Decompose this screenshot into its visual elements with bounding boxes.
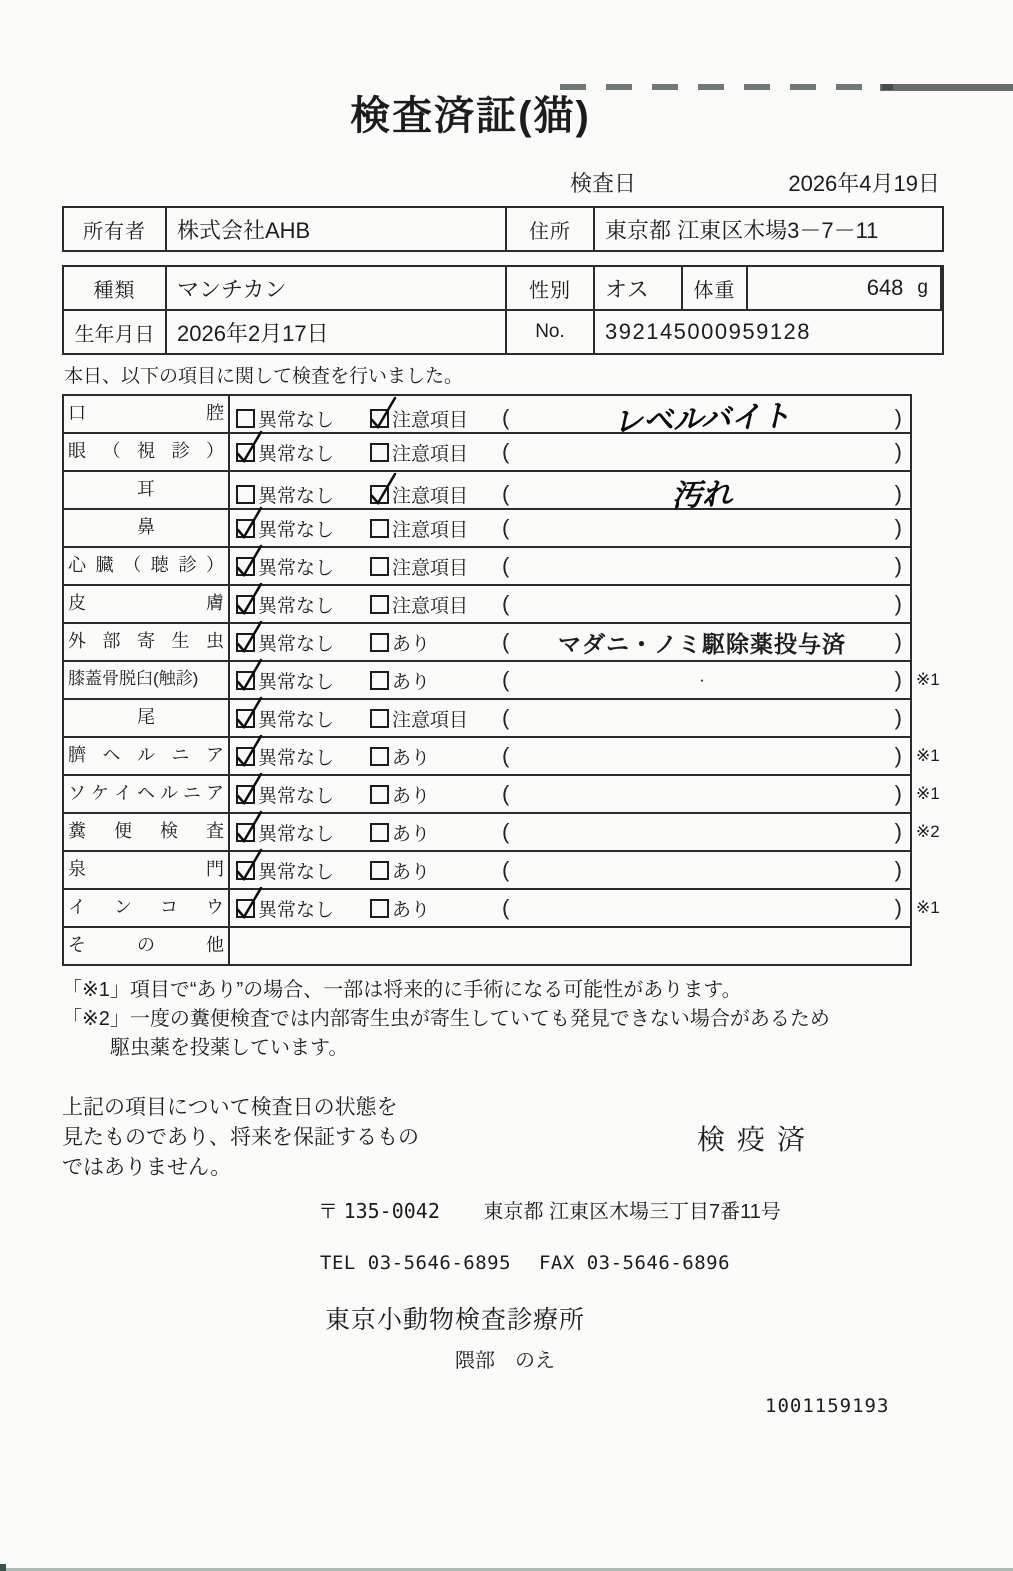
exam-row (64, 662, 940, 700)
check-mark-icon (234, 544, 264, 578)
inspection-date-row (570, 167, 940, 198)
exam-option-label: あり (392, 747, 431, 769)
exam-option (236, 629, 370, 656)
empty-checkbox (370, 899, 389, 918)
exam-paren-group (502, 857, 910, 883)
exam-row-label: 口 腔 (64, 396, 230, 440)
empty-checkbox (370, 519, 389, 538)
exam-row-value: ・ (695, 673, 708, 688)
exam-row-label: 糞 便 検 査 (64, 814, 230, 850)
exam-row-content (230, 928, 910, 964)
exam-option (370, 405, 502, 432)
exam-option (236, 515, 370, 542)
check-mark-icon (234, 620, 264, 654)
check-mark-icon (234, 772, 264, 806)
close-paren: ) (894, 439, 902, 464)
exam-row-value: 汚れ (671, 477, 733, 514)
close-paren: ) (894, 591, 902, 616)
exam-row-label: 眼 （ 視 診 ） (64, 434, 230, 470)
exam-option (236, 781, 370, 808)
clinic-postal-row (318, 1195, 1013, 1224)
check-mark-icon (234, 810, 264, 844)
exam-row-note: ※1 (916, 898, 940, 917)
exam-option-label: 異常なし (258, 785, 335, 807)
footnote-line: 駆虫薬を投薬しています。 (110, 1037, 349, 1059)
exam-option (370, 895, 502, 922)
checked-checkbox (236, 747, 255, 766)
exam-option (370, 439, 502, 466)
exam-row-content (230, 548, 910, 584)
exam-option (236, 591, 370, 618)
open-paren: ( (502, 629, 510, 654)
owner-address-value: 東京都 江東区木場3－7－11 (605, 217, 879, 243)
weight-label: 体重 (683, 267, 748, 311)
open-paren: ( (502, 553, 510, 578)
exam-option-label: あり (392, 823, 431, 845)
close-paren: ) (894, 781, 902, 806)
check-mark-icon (368, 472, 398, 506)
exam-option-label: 異常なし (258, 709, 335, 731)
exam-option (370, 515, 502, 542)
check-mark-icon (234, 658, 264, 692)
postal-code: 135-0042 (343, 1199, 440, 1223)
exam-paren-group (502, 553, 910, 579)
footnote-line: 「※1」項目で“あり”の場合、一部は将来的に手術になる可能性があります。 (62, 979, 742, 1001)
check-mark-icon (368, 396, 398, 430)
disclaimer-line: ではありません。 (62, 1156, 232, 1179)
postal-mark: 〒 (318, 1201, 338, 1223)
birth-label: 生年月日 (64, 311, 167, 353)
intro-text: 本日、以下の項目に関して検査を行いました。 (64, 366, 464, 387)
exam-option (236, 553, 370, 580)
exam-option (370, 743, 502, 770)
checked-checkbox (236, 671, 255, 690)
exam-paren-group (502, 591, 910, 617)
clinic-address: 東京都 江東区木場三丁目7番11号 (483, 1201, 781, 1223)
veterinarian-name: 隈部 のえ (455, 1350, 555, 1372)
exam-row-content (230, 624, 910, 660)
exam-row-note: ※1 (916, 784, 940, 803)
empty-checkbox (370, 747, 389, 766)
exam-row-note: ※1 (916, 746, 940, 765)
exam-row-label: イ ン コ ウ (64, 890, 230, 926)
close-paren: ) (894, 895, 902, 920)
exam-row-label: 心 臓 （ 聴 診 ） (64, 548, 230, 584)
species-value: マンチカン (167, 267, 507, 311)
exam-option (370, 553, 502, 580)
exam-row-label: 尾 (64, 700, 230, 736)
exam-option-label: 異常なし (258, 443, 335, 465)
exam-option (370, 705, 502, 732)
no-value: 392145000959128 (605, 319, 812, 344)
check-mark-icon (234, 886, 264, 920)
exam-option-label: 注意項目 (392, 443, 469, 465)
exam-row-label: そ の 他 (64, 928, 230, 964)
exam-row-label: 外 部 寄 生 虫 (64, 624, 230, 660)
exam-row-content (230, 700, 910, 736)
disclaimer-line: 上記の項目について検査日の状態を (62, 1096, 398, 1119)
exam-option (370, 481, 502, 508)
exam-option-label: あり (392, 671, 431, 693)
check-mark-icon (234, 734, 264, 768)
exam-paren-group (502, 667, 910, 693)
exam-row-value: マダニ・ノミ駆除薬投与済 (558, 630, 846, 657)
exam-option-label: 注意項目 (392, 409, 469, 431)
exam-row-content (230, 890, 910, 926)
empty-checkbox (370, 785, 389, 804)
exam-row-content (230, 776, 910, 812)
checked-checkbox (236, 633, 255, 652)
exam-row (64, 396, 910, 440)
checked-checkbox (236, 557, 255, 576)
exam-option-label: 注意項目 (392, 709, 469, 731)
checked-checkbox (236, 899, 255, 918)
weight-cell (748, 267, 942, 311)
checked-checkbox (236, 861, 255, 880)
page-title: 検査済証(猫) (350, 94, 591, 138)
close-paren: ) (894, 857, 902, 882)
exam-paren-group (502, 439, 910, 465)
open-paren: ( (502, 667, 510, 692)
open-paren: ( (502, 591, 510, 616)
exam-option (236, 895, 370, 922)
empty-checkbox (370, 823, 389, 842)
empty-checkbox (370, 557, 389, 576)
open-paren: ( (502, 895, 510, 920)
check-mark-icon (234, 430, 264, 464)
exam-paren-group (502, 895, 910, 921)
footnotes (62, 976, 1013, 1063)
exam-row (64, 928, 910, 964)
exam-paren-group (502, 743, 910, 769)
close-paren: ) (894, 553, 902, 578)
disclaimer-line: 見たものであり、将来を保証するもの (62, 1126, 419, 1149)
exam-option (236, 705, 370, 732)
checked-checkbox (236, 519, 255, 538)
exam-row-content (230, 662, 910, 698)
no-label: No. (507, 311, 595, 353)
open-paren: ( (502, 819, 510, 844)
exam-table (62, 394, 940, 966)
exam-option-label: 注意項目 (392, 519, 469, 541)
exam-option (370, 667, 502, 694)
exam-paren-group (502, 515, 910, 541)
exam-option-label: 異常なし (258, 633, 335, 655)
exam-row (64, 510, 910, 548)
close-paren: ) (894, 481, 902, 506)
exam-row (64, 776, 940, 814)
clinic-name: 東京小動物検査診療所 (325, 1306, 586, 1334)
check-mark-icon (234, 848, 264, 882)
exam-row-content (230, 434, 910, 470)
close-paren: ) (894, 819, 902, 844)
exam-row-label: 皮 膚 (64, 586, 230, 622)
checked-checkbox (236, 595, 255, 614)
checked-checkbox (236, 823, 255, 842)
open-paren: ( (502, 705, 510, 730)
exam-row (64, 890, 940, 928)
open-paren: ( (502, 743, 510, 768)
serial-number: 1001159193 (765, 1395, 890, 1417)
checked-checkbox (370, 485, 389, 504)
exam-row-label: 鼻 (64, 510, 230, 546)
empty-checkbox (370, 443, 389, 462)
check-mark-icon (234, 582, 264, 616)
exam-option (370, 819, 502, 846)
empty-checkbox (370, 633, 389, 652)
clinic-tel-row (320, 1252, 1013, 1274)
weight-unit: g (917, 277, 928, 298)
close-paren: ) (894, 515, 902, 540)
sex-value: オス (595, 267, 683, 311)
inspection-date-value: 2026年4月19日 (788, 171, 940, 196)
exam-row-note: ※2 (916, 822, 940, 841)
exam-row (64, 624, 910, 662)
clinic-tel: TEL 03-5646-6895 (320, 1252, 512, 1274)
exam-row (64, 586, 910, 624)
species-label: 種類 (64, 267, 167, 311)
exam-row-note: ※1 (916, 670, 940, 689)
check-mark-icon (234, 506, 264, 540)
empty-checkbox (370, 709, 389, 728)
exam-row (64, 852, 910, 890)
exam-option (236, 819, 370, 846)
exam-option-label: 異常なし (258, 899, 335, 921)
exam-option-label: 異常なし (258, 823, 335, 845)
exam-option-label: 異常なし (258, 557, 335, 579)
inspection-date-label: 検査日 (570, 171, 637, 196)
sex-label: 性別 (507, 267, 595, 311)
exam-option-label: 異常なし (258, 595, 335, 617)
exam-option (236, 405, 370, 432)
exam-row-label: 臍 ヘ ル ニ ア (64, 738, 230, 774)
exam-row (64, 700, 910, 738)
weight-value: 648 (866, 275, 904, 300)
exam-row-content (230, 852, 910, 888)
open-paren: ( (502, 481, 510, 506)
empty-checkbox (370, 861, 389, 880)
exam-option (370, 591, 502, 618)
exam-row (64, 472, 910, 514)
exam-option-label: 注意項目 (392, 595, 469, 617)
exam-row (64, 738, 940, 776)
exam-option-label: 注意項目 (392, 485, 469, 507)
exam-row-label: 耳 (64, 472, 230, 516)
disclaimer-text (62, 1093, 492, 1183)
exam-row-content (230, 510, 910, 546)
exam-row-content (230, 814, 910, 850)
empty-checkbox (370, 671, 389, 690)
exam-option-label: 異常なし (258, 671, 335, 693)
birth-value: 2026年2月17日 (167, 311, 507, 353)
open-paren: ( (502, 439, 510, 464)
clinic-fax: FAX 03-5646-6896 (538, 1252, 731, 1274)
exam-option-label: あり (392, 899, 431, 921)
exam-option (370, 629, 502, 656)
exam-option-label: 異常なし (258, 861, 335, 883)
exam-option-label: あり (392, 633, 431, 655)
scan-artifact-bottom-notch (0, 1564, 6, 1571)
close-paren: ) (894, 667, 902, 692)
exam-option-label: 異常なし (258, 747, 335, 769)
open-paren: ( (502, 405, 510, 430)
exam-option (370, 781, 502, 808)
checked-checkbox (236, 785, 255, 804)
exam-paren-group (502, 626, 910, 659)
exam-option-label: 異常なし (258, 519, 335, 541)
exam-option-label: 異常なし (258, 485, 335, 507)
open-paren: ( (502, 515, 510, 540)
exam-row-label: 泉 門 (64, 852, 230, 888)
empty-checkbox (236, 409, 255, 428)
exam-option-label: 異常なし (258, 409, 335, 431)
exam-option (370, 857, 502, 884)
exam-row (64, 814, 940, 852)
exam-paren-group (502, 705, 910, 731)
close-paren: ) (894, 743, 902, 768)
empty-checkbox (370, 595, 389, 614)
exam-option (236, 481, 370, 508)
close-paren: ) (894, 405, 902, 430)
empty-checkbox (236, 485, 255, 504)
exam-option (236, 743, 370, 770)
checked-checkbox (236, 709, 255, 728)
owner-name: 株式会社AHB (167, 208, 507, 250)
exam-option-label: 注意項目 (392, 557, 469, 579)
exam-row-value: レベルバイト (612, 399, 792, 440)
exam-row (64, 548, 910, 586)
close-paren: ) (894, 705, 902, 730)
open-paren: ( (502, 781, 510, 806)
checked-checkbox (370, 409, 389, 428)
exam-paren-group (502, 819, 910, 845)
exam-option (236, 857, 370, 884)
checked-checkbox (236, 443, 255, 462)
close-paren: ) (894, 629, 902, 654)
exam-paren-group (502, 781, 910, 807)
owner-table (62, 206, 944, 252)
exam-option-label: あり (392, 861, 431, 883)
owner-label: 所有者 (64, 208, 167, 250)
quarantine-passed-stamp: 検疫済 (696, 1124, 817, 1155)
footnote-line: 「※2」一度の糞便検査では内部寄生虫が寄生していても発見できない場合があるため (62, 1008, 830, 1030)
exam-option-label: あり (392, 785, 431, 807)
exam-row-content (230, 586, 910, 622)
owner-address-label: 住所 (507, 208, 595, 250)
exam-row-label: 膝蓋骨脱臼(触診) (64, 662, 230, 698)
animal-table (62, 265, 944, 355)
exam-row-label: ソ ケ イ ヘ ル ニ ア (64, 776, 230, 812)
exam-row-content (230, 738, 910, 774)
bottom-row (62, 1093, 1013, 1183)
check-mark-icon (234, 696, 264, 730)
open-paren: ( (502, 857, 510, 882)
exam-option (236, 667, 370, 694)
exam-option (236, 439, 370, 466)
